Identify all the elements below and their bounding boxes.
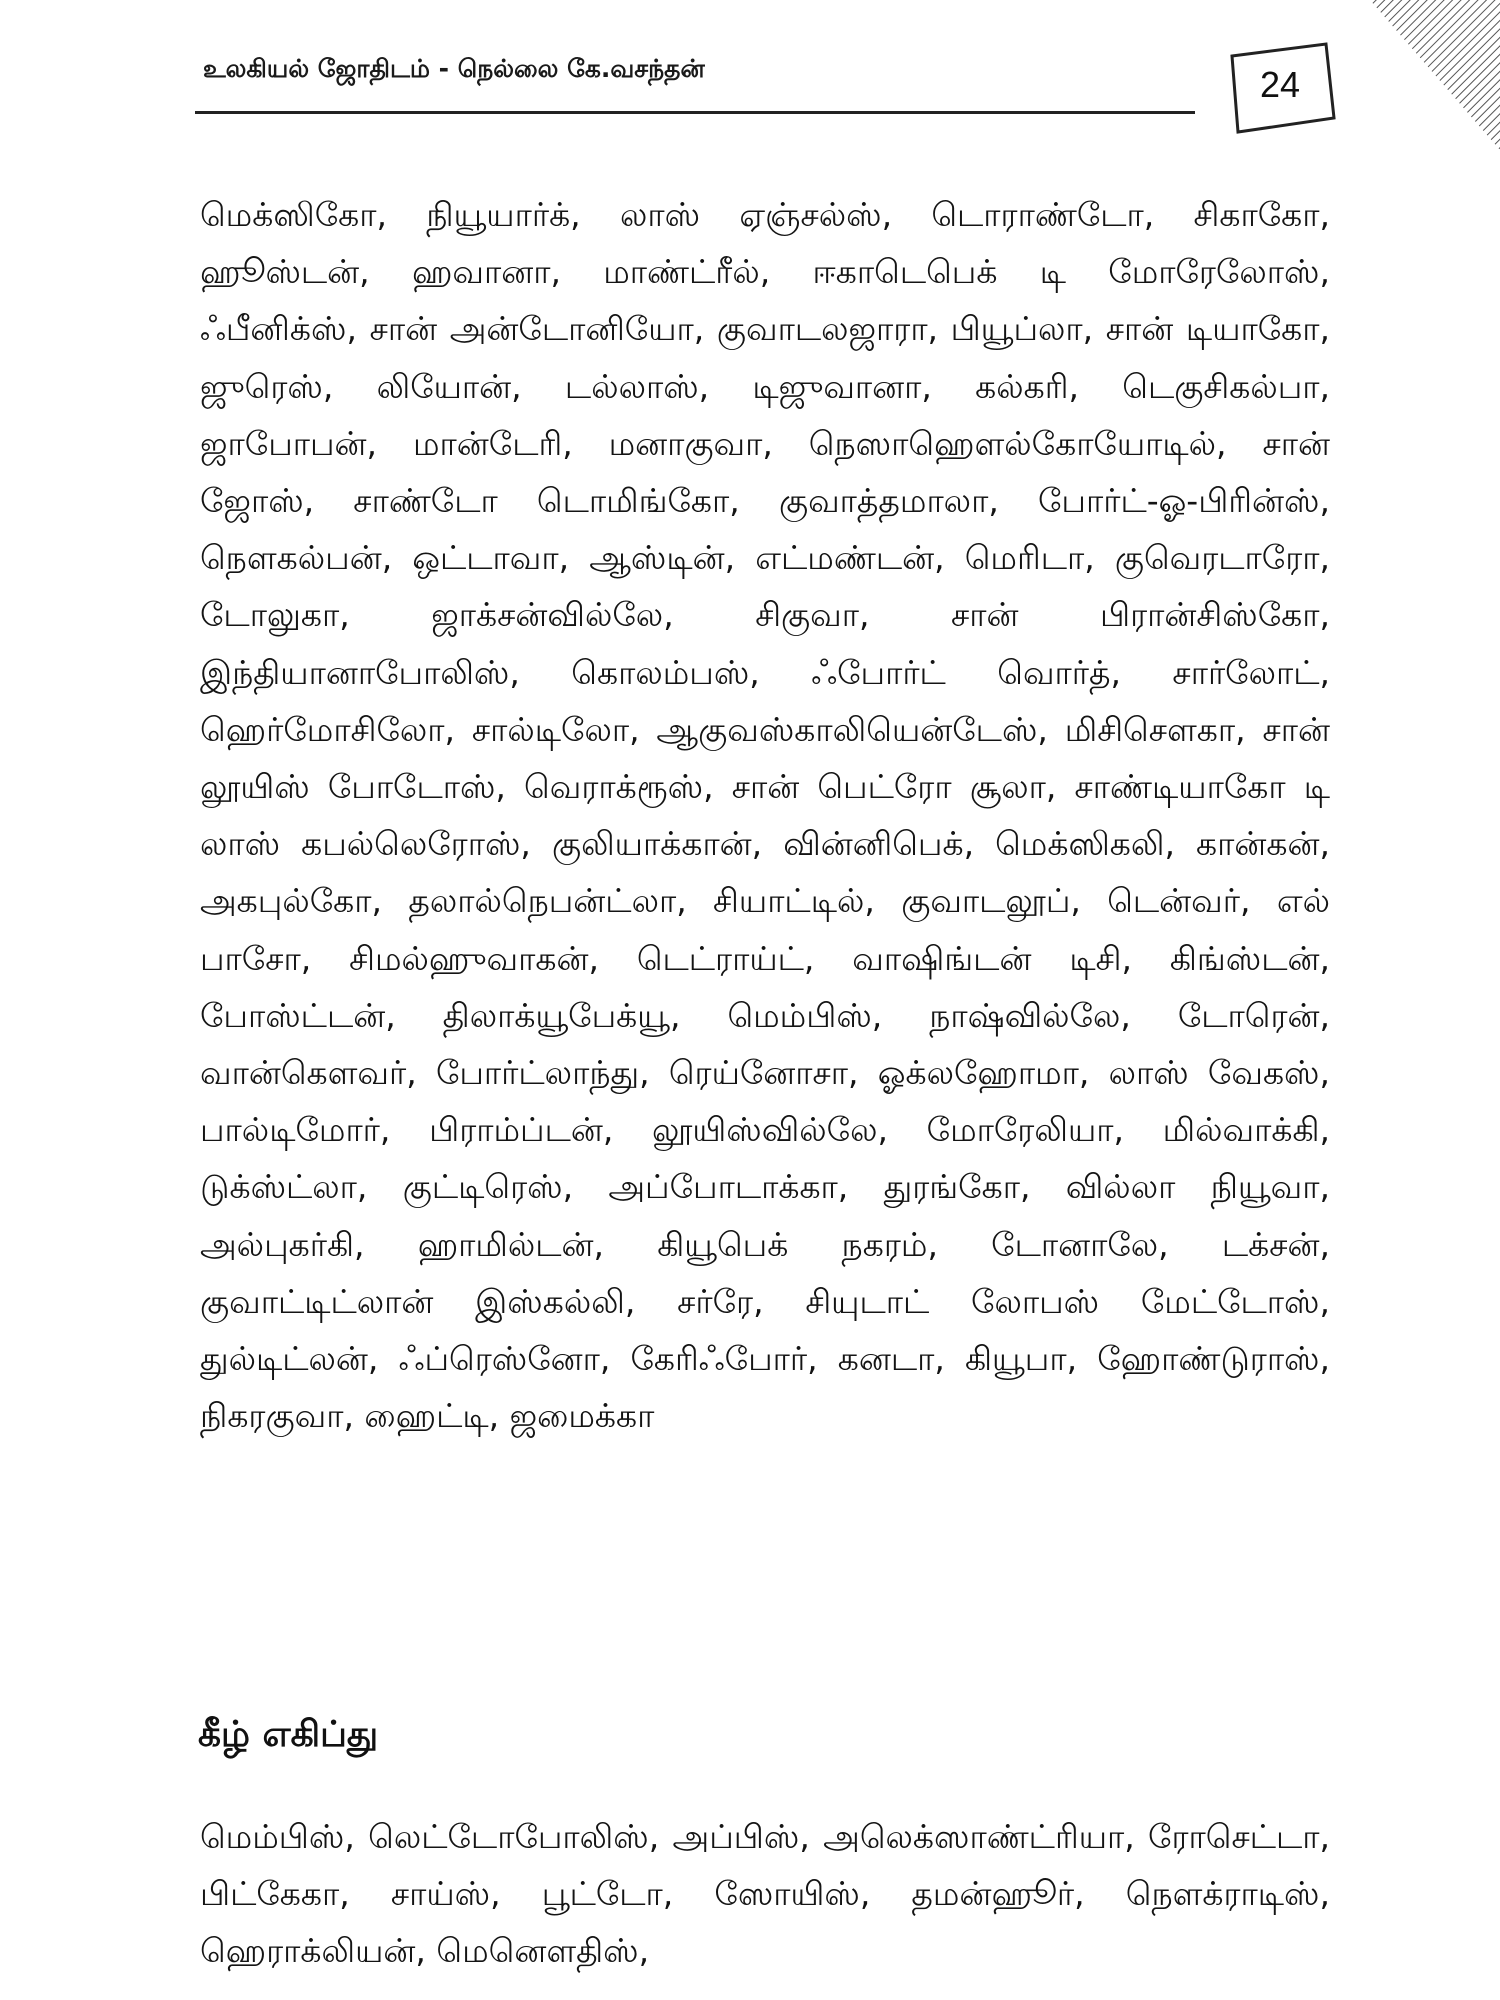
page-number: 24: [1259, 64, 1301, 105]
corner-hatch-decoration: [1350, 0, 1500, 150]
section-heading-lower-egypt: கீழ் எகிப்து: [198, 1714, 379, 1755]
running-header: [195, 44, 1205, 124]
page-number-badge: [1222, 42, 1338, 134]
lower-egypt-city-list-paragraph: மெம்பிஸ், லெட்டோபோலிஸ், அப்பிஸ், அலெக்ஸாண்ட்ரியா, ரோசெட்டா, பிட்கேகா, சாய்ஸ், பூட்டோ, ஸோயிஸ், தமன்ஹூர், நௌக்ராடிஸ், ஹெராக்லியன், மெனௌதிஸ்,: [200, 1817, 1330, 1971]
header-rule: [195, 111, 1195, 114]
header-title: உலகியல் ஜோதிடம் - நெல்லை கே.வசந்தன்: [203, 54, 705, 83]
city-list-paragraph: மெக்ஸிகோ, நியூயார்க், லாஸ் ஏஞ்சல்ஸ், டொராண்டோ, சிகாகோ, ஹூஸ்டன், ஹவானா, மாண்ட்ரீல், ஈகாடெபெக் டி மோரேலோஸ், ஃபீனிக்ஸ், சான் அன்டோனியோ, குவாடலஜாரா, பியூப்லா, சான் டியாகோ, ஜுரெஸ், லியோன், டல்லாஸ், டிஜுவானா, கல்கரி, டெகுசிகல்பா, ஜாபோபன், மான்டேரி, மனாகுவா, நெஸாஹெளல்கோயோடில், சான் ஜோஸ், சாண்டோ டொமிங்கோ, குவாத்தமாலா, போர்ட்-ஓ-பிரின்ஸ், நௌகல்பன், ஒட்டாவா, ஆஸ்டின், எட்மண்டன், மெரிடா, குவெரடாரோ, டோலுகா, ஜாக்சன்வில்லே, சிகுவா, சான் பிரான்சிஸ்கோ, இந்தியானாபோலிஸ், கொலம்பஸ், ஃபோர்ட் வொர்த், சார்லோட், ஹெர்மோசிலோ, சால்டிலோ, ஆகுவஸ்காலியென்டேஸ், மிசிசௌகா, சான் லூயிஸ் போடோஸ், வெராக்ரூஸ், சான் பெட்ரோ சூலா, சாண்டியாகோ டி லாஸ் கபல்லெரோஸ், குலியாக்கான், வின்னிபெக், மெக்ஸிகலி, கான்கன், அகபுல்கோ, தலால்நெபன்ட்லா, சியாட்டில், குவாடலூப், டென்வர், எல் பாசோ, சிமல்ஹுவாகன், டெட்ராய்ட், வாஷிங்டன் டிசி, கிங்ஸ்டன், போஸ்ட்டன், திலாக்யூபேக்யூ, மெம்பிஸ், நாஷ்வில்லே, டோரென், வான்கௌவர், போர்ட்லாந்து, ரெய்னோசா, ஓக்லஹோமா, லாஸ் வேகஸ், பால்டிமோர், பிராம்ப்டன், லூயிஸ்வில்லே, மோரேலியா, மில்வாக்கி, டுக்ஸ்ட்லா, குட்டிரெஸ், அப்போடாக்கா, துரங்கோ, வில்லா நியூவா, அல்புகர்கி, ஹாமில்டன், கியூபெக் நகரம், டோனாலே, டக்சன், குவாட்டிட்லான் இஸ்கல்லி, சர்ரே, சியுடாட் லோபஸ் மேட்டோஸ், துல்டிட்லன், ஃப்ரெஸ்னோ, கேரிஃபோர், கனடா, கியூபா, ஹோண்டுராஸ், நிகரகுவா, ஹைட்டி, ஜமைக்கா: [200, 195, 1330, 1436]
